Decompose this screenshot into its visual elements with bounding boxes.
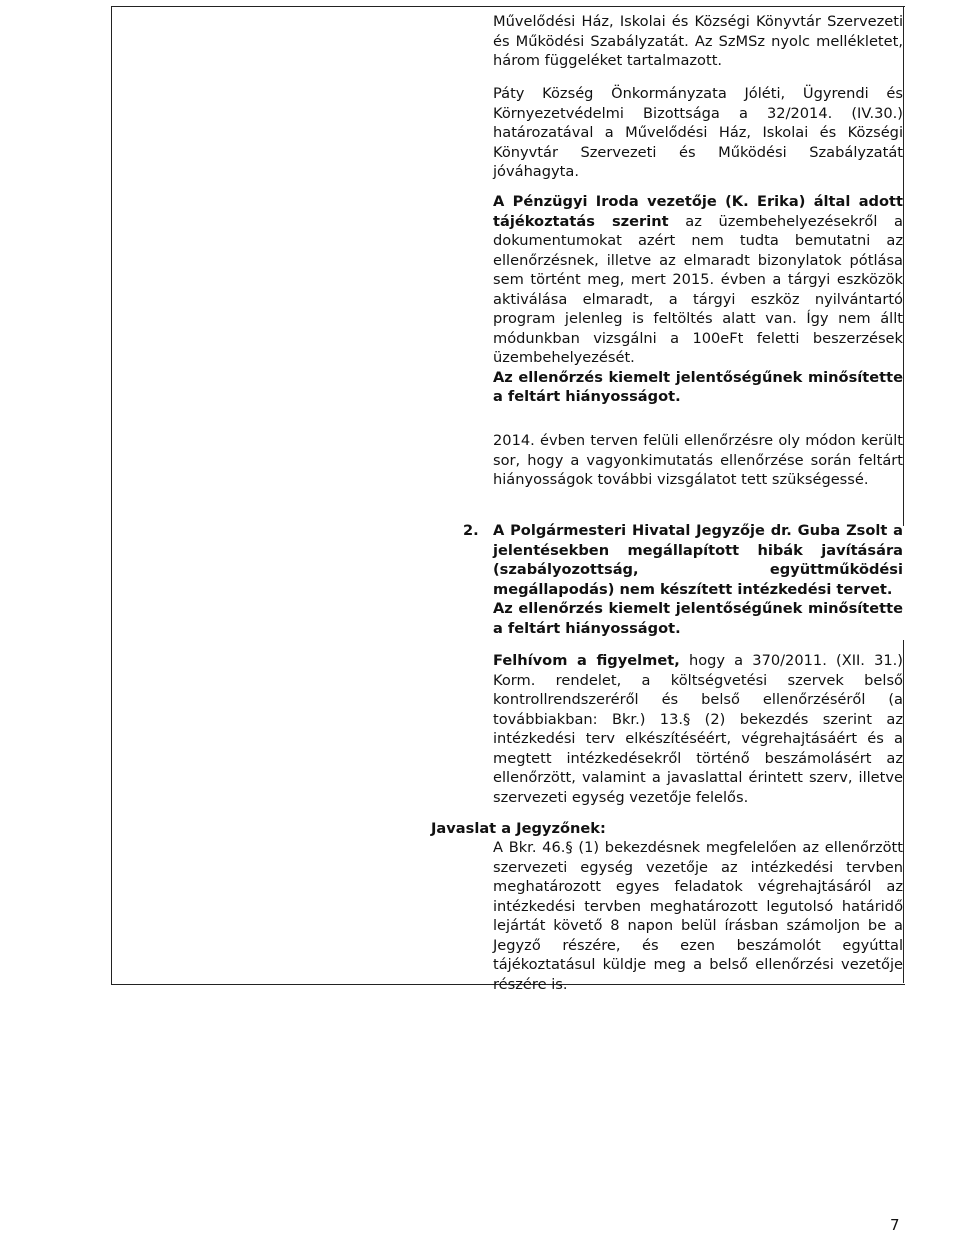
paragraph-szmsz [493, 12, 903, 71]
regular-text: hogy a 370/2011. (XII. 31.) Korm. rendelet, a költségvetési szervek belső kontrollrendszeréről és belső ellenőrzéséről (a továbbiakban: Bkr.) 13.§ (2) bekezdés szerint az intézkedési terv elkészítéséért, végrehajtásáért és a megtett intézkedésekről történő beszámolásért az ellenőrzött, valamint a javaslattal érintett szerv, illetve szervezeti egység vezetője felelős. [493, 652, 903, 806]
paragraph-text: A Bkr. 46.§ (1) bekezdésnek megfelelően az ellenőrzött szervezeti egység vezetője az intézkedési tervben meghatározott egyes feladatok végrehajtásáról az intézkedési tervben meghatározott legutolsó határidő lejártát követő 8 napon belül írásban számoljon be a Jegyző részére, és ezen beszámolót egyúttal tájékoztatásul küldje meg a belső ellenőrzési vezetője részére is. [493, 839, 903, 993]
paragraph-bizottsag [493, 84, 903, 182]
regular-text: az üzembehelyezésekről a dokumentumokat azért nem tudta bemutatni az ellenőrzésnek, illetve az elmaradt bizonylatok pótlása sem történt meg, mert 2015. évben a tárgyi eszközök aktiválása elmaradt, a tárgyi eszköz nyilvántartó program jelenleg is feltöltés alatt van. Így nem állt módunkban vizsgálni a 100eFt feletti beszerzések üzembehelyezését. [493, 212, 903, 366]
item-2 [493, 521, 903, 638]
bold-lead: A Pénzügyi Iroda vezetője (K. Erika) által adott tájékoztatás szerint [493, 193, 903, 230]
paragraph-text: 2014. évben terven felüli ellenőrzésre oly módon került sor, hogy a vagyonkimutatás ellenőrzése során feltárt hiányosságok további vizsgálatot tett szükségessé. [493, 432, 903, 488]
paragraph-text: Páty Község Önkormányzata Jóléti, Ügyrendi és Környezetvédelmi Bizottsága a 32/2014. (IV.30.) határozatával a Művelődési Ház, Iskolai és Községi Könyvtár Szervezeti és Működési Szabályzatát jóváhagyta. [493, 85, 903, 180]
finding-statement: Az ellenőrzés kiemelt jelentőségűnek minősítette a feltárt hiányosságot. [493, 600, 903, 637]
bold-lead: Felhívom a figyelmet, [493, 652, 680, 669]
table-right-border-upper [903, 6, 904, 526]
paragraph-felhivom [493, 651, 903, 807]
paragraph-text [493, 192, 903, 368]
paragraph-text [493, 651, 903, 807]
finding-statement: Az ellenőrzés kiemelt jelentőségűnek minősítette a feltárt hiányosságot. [493, 368, 903, 405]
item-number: 2. [463, 522, 479, 539]
paragraph-javaslat [493, 838, 903, 994]
table-right-border-lower [903, 640, 904, 983]
paragraph-text: Művelődési Ház, Iskolai és Községi Könyvtár Szervezeti és Működési Szabályzatát. Az SzMSz nyolc mellékletet, három függeléket tartalmazott. [493, 13, 903, 69]
page-number: 7 [890, 1216, 900, 1234]
paragraph-2014 [493, 431, 903, 490]
item-text: A Polgármesteri Hivatal Jegyzője dr. Guba Zsolt a jelentésekben megállapított hibák javítására (szabályozottság, együttműködési megállapodás) nem készített intézkedési tervet. [493, 522, 903, 598]
heading-javaslat: Javaslat a Jegyzőnek: [431, 820, 606, 837]
paragraph-penzugyi-iroda [493, 192, 903, 407]
